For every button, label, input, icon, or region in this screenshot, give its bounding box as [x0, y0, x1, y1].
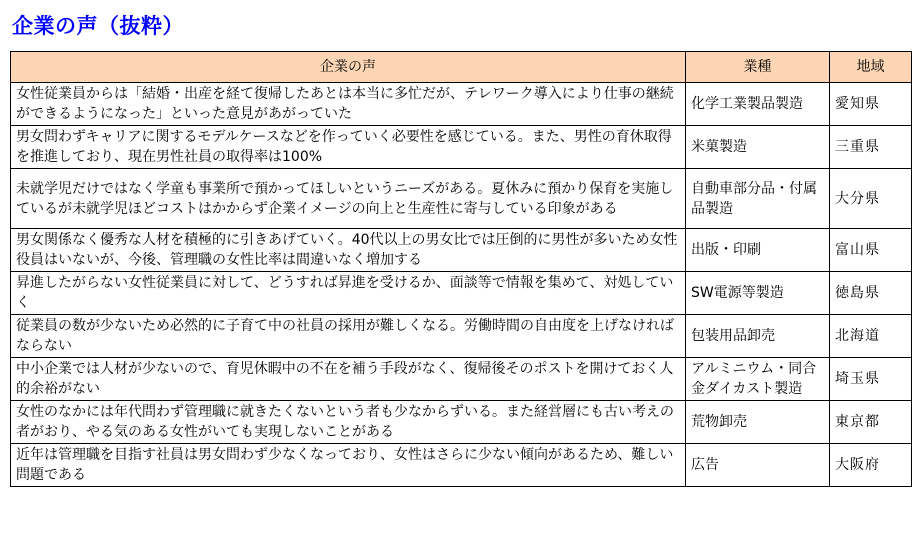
voice-cell: 未就学児だけではなく学童も事業所で預かってほしいというニーズがある。夏休みに預かり保育を実施しているが未就学児ほどコストはかからず企業イメージの向上と生産性に寄与している印象がある — [11, 169, 686, 229]
industry-cell: SW電源等製造 — [686, 272, 830, 315]
region-cell: 三重県 — [830, 126, 912, 169]
column-header-industry: 業種 — [686, 52, 830, 83]
region-cell: 大分県 — [830, 169, 912, 229]
voice-cell: 男女関係なく優秀な人材を積極的に引きあげていく。40代以上の男女比では圧倒的に男性が多いため女性役員はいないが、今後、管理職の女性比率は間違いなく増加する — [11, 229, 686, 272]
industry-cell: 米菓製造 — [686, 126, 830, 169]
table-row — [11, 229, 912, 272]
industry-cell: 出版・印刷 — [686, 229, 830, 272]
page-title: 企業の声（抜粋） — [12, 14, 184, 38]
region-cell: 東京都 — [830, 401, 912, 444]
table-row — [11, 126, 912, 169]
industry-cell: 化学工業製品製造 — [686, 83, 830, 126]
table-header-row — [11, 52, 912, 83]
table-row — [11, 169, 912, 229]
table-row — [11, 315, 912, 358]
industry-cell: 自動車部分品・付属品製造 — [686, 169, 830, 229]
voice-cell: 近年は管理職を目指す社員は男女問わず少なくなっており、女性はさらに少ない傾向があるため、難しい問題である — [11, 444, 686, 487]
industry-cell: 荒物卸売 — [686, 401, 830, 444]
region-cell: 北海道 — [830, 315, 912, 358]
column-header-voice: 企業の声 — [11, 52, 686, 83]
table-row — [11, 272, 912, 315]
region-cell: 愛知県 — [830, 83, 912, 126]
voice-cell: 女性のなかには年代問わず管理職に就きたくないという者も少なからずいる。また経営層にも古い考えの者がおり、やる気のある女性がいても実現しないことがある — [11, 401, 686, 444]
region-cell: 富山県 — [830, 229, 912, 272]
region-cell: 徳島県 — [830, 272, 912, 315]
industry-cell: アルミニウム・同合金ダイカスト製造 — [686, 358, 830, 401]
column-header-region: 地域 — [830, 52, 912, 83]
region-cell: 大阪府 — [830, 444, 912, 487]
table-row — [11, 401, 912, 444]
industry-cell: 広告 — [686, 444, 830, 487]
voice-cell: 女性従業員からは「結婚・出産を経て復帰したあとは本当に多忙だが、テレワーク導入により仕事の継続ができるようになった」といった意見があがっていた — [11, 83, 686, 126]
company-voices-table — [10, 51, 912, 487]
industry-cell: 包装用品卸売 — [686, 315, 830, 358]
voice-cell: 昇進したがらない女性従業員に対して、どうすれば昇進を受けるか、面談等で情報を集めて、対処していく — [11, 272, 686, 315]
region-cell: 埼玉県 — [830, 358, 912, 401]
table-row — [11, 444, 912, 487]
table-row — [11, 83, 912, 126]
voice-cell: 従業員の数が少ないため必然的に子育て中の社員の採用が難しくなる。労働時間の自由度を上げなければならない — [11, 315, 686, 358]
table-row — [11, 358, 912, 401]
voice-cell: 中小企業では人材が少ないので、育児休暇中の不在を補う手段がなく、復帰後そのポストを開けておく人的余裕がない — [11, 358, 686, 401]
voice-cell: 男女問わずキャリアに関するモデルケースなどを作っていく必要性を感じている。また、男性の育休取得を推進しており、現在男性社員の取得率は100% — [11, 126, 686, 169]
